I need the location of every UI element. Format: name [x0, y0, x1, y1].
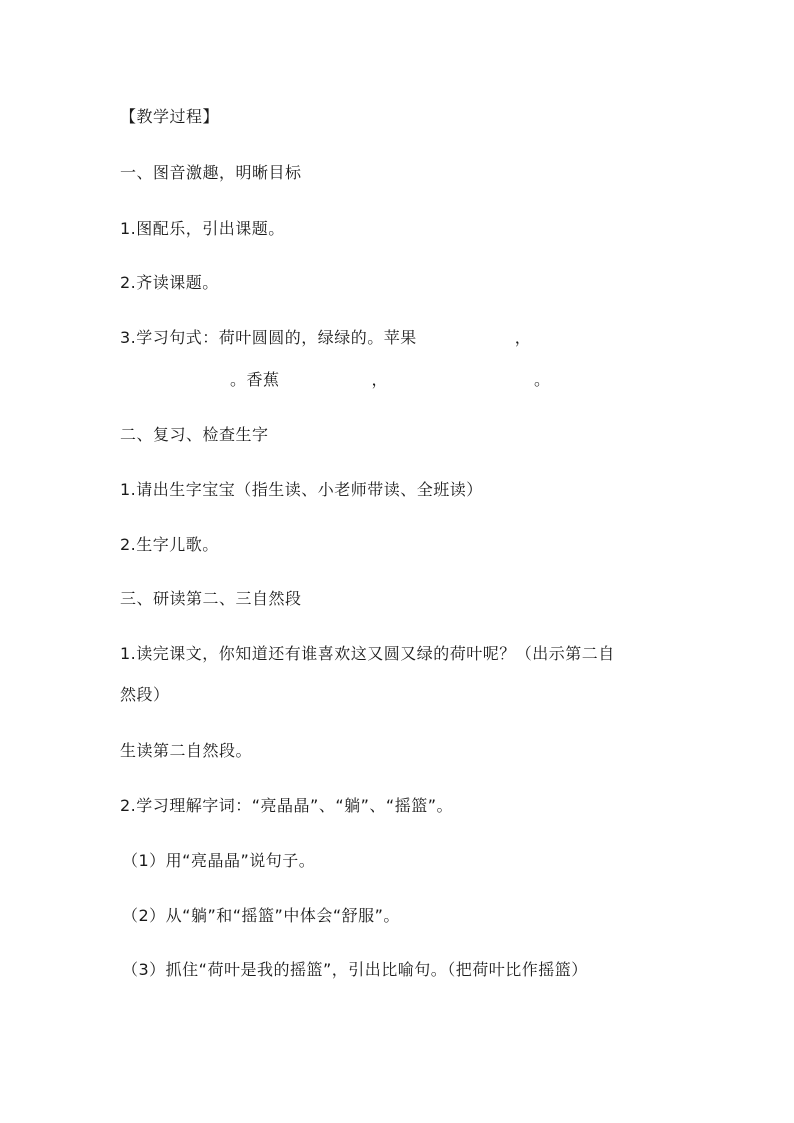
- section-1-item-1: 1.图配乐，引出课题。: [120, 219, 285, 238]
- section-2-item-1: 1.请出生字宝宝（指生读、小老师带读、全班读）: [120, 480, 483, 499]
- section-3-sub-2: （2）从“躺”和“摇篮”中体会“舒服”。: [122, 906, 400, 925]
- section-1-title: 一、图音激趣，明晰目标: [120, 163, 302, 182]
- section-1-item-3-line-1: [120, 328, 531, 348]
- item-3-text-e: 。: [534, 370, 551, 389]
- section-2-title: 二、复习、检查生字: [120, 425, 269, 444]
- section-3-read: 生读第二自然段。: [120, 741, 253, 760]
- section-1-item-3-line-2: [230, 370, 551, 390]
- item-3-text-b: ，: [514, 328, 532, 347]
- section-3-item-2: 2.学习理解字词：“亮晶晶”、“躺”、“摇篮”。: [120, 796, 454, 815]
- section-1-item-2: 2.齐读课题。: [120, 273, 219, 292]
- section-3-sub-1: （1）用“亮晶晶”说句子。: [122, 851, 316, 870]
- process-heading: 【教学过程】: [120, 107, 220, 126]
- item-3-text-d: ，: [371, 370, 389, 389]
- section-3-item-1-line-2: 然段）: [120, 685, 170, 704]
- item-3-text-c: 。香蕉: [230, 370, 280, 389]
- section-3-sub-3: （3）抓住“荷叶是我的摇篮”，引出比喻句。（把荷叶比作摇篮）: [122, 960, 588, 979]
- section-3-title: 三、研读第二、三自然段: [120, 589, 302, 608]
- section-2-item-2: 2.生字儿歌。: [120, 535, 219, 554]
- section-3-item-1-line-1: 1.读完课文，你知道还有谁喜欢这又圆又绿的荷叶呢？（出示第二自: [120, 644, 615, 663]
- item-3-text-a: 3.学习句式：荷叶圆圆的，绿绿的。苹果: [120, 328, 417, 347]
